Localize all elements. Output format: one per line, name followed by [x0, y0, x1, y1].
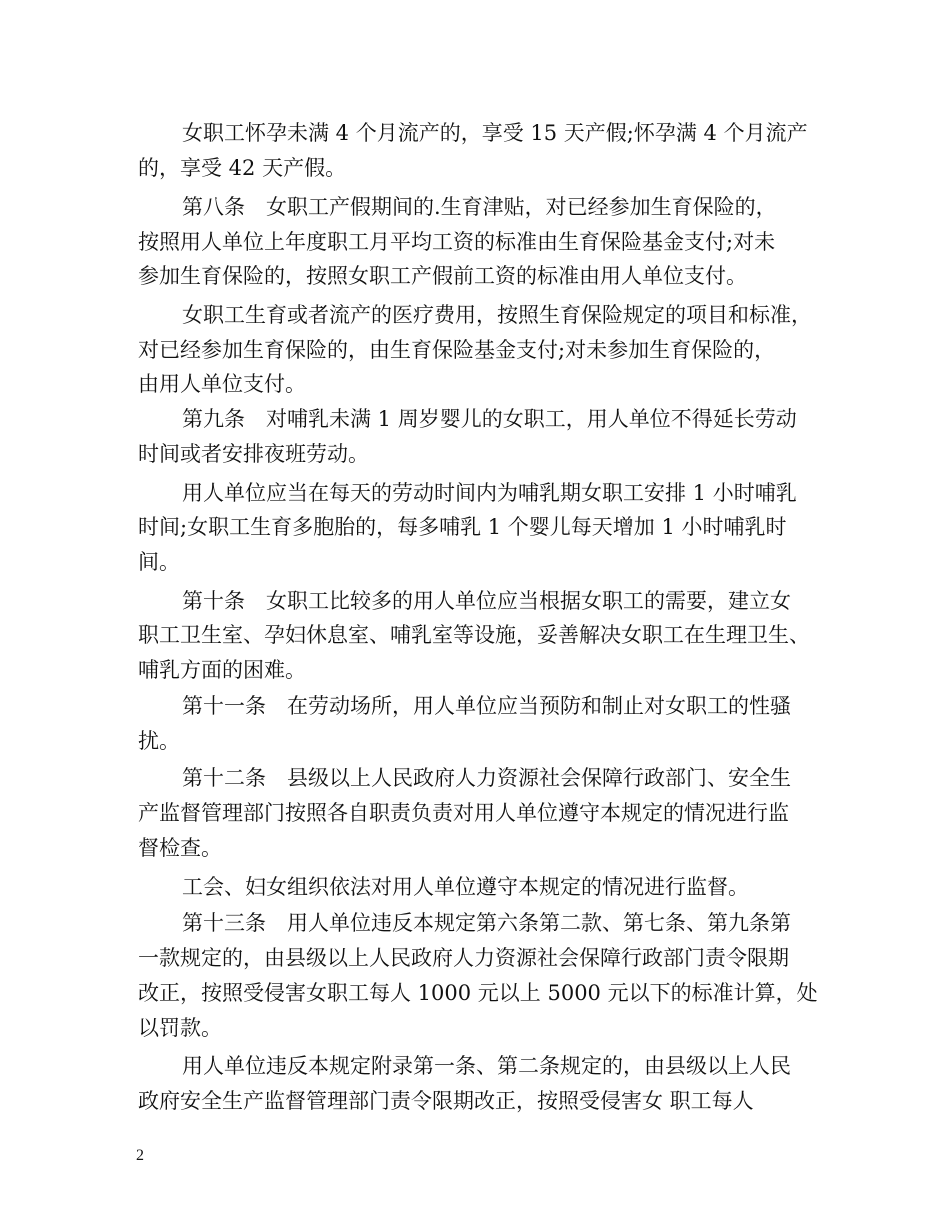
text-line: 扰。: [138, 729, 180, 753]
text-line: 产监督管理部门按照各自职责负责对用人单位遵守本规定的情况进行监: [138, 801, 789, 825]
text-line: 第八条 女职工产假期间的.生育津贴，对已经参加生育保险的，: [182, 195, 777, 219]
text-line: 第十条 女职工比较多的用人单位应当根据女职工的需要，建立女: [182, 589, 791, 613]
text-line: 职工卫生室、孕妇休息室、哺乳室等设施，妥善解决女职工在生理卫生、: [138, 623, 810, 647]
text-line: 哺乳方面的困难。: [138, 658, 306, 682]
page-number: 2: [136, 1147, 144, 1164]
text-line: 按照用人单位上年度职工月平均工资的标准由生育保险基金支付;对未: [138, 230, 776, 254]
text-line: 对已经参加生育保险的，由生育保险基金支付;对未参加生育保险的，: [138, 338, 776, 362]
text-line: 时间或者安排夜班劳动。: [138, 442, 369, 466]
text-line: 由用人单位支付。: [138, 372, 306, 396]
text-line: 第十二条 县级以上人民政府人力资源社会保障行政部门、安全生: [182, 766, 791, 790]
text-line: 女职工怀孕未满 4 个月流产的，享受 15 天产假;怀孕满 4 个月流产: [182, 121, 808, 145]
text-line: 参加生育保险的，按照女职工产假前工资的标准由用人单位支付。: [138, 264, 747, 288]
text-line: 用人单位违反本规定附录第一条、第二条规定的，由县级以上人民: [182, 1054, 791, 1078]
text-line: 女职工生育或者流产的医疗费用，按照生育保险规定的项目和标准，: [182, 303, 812, 327]
text-line: 工会、妇女组织依法对用人单位遵守本规定的情况进行监督。: [182, 875, 749, 899]
text-line: 第十一条 在劳动场所，用人单位应当预防和制止对女职工的性骚: [182, 694, 791, 718]
text-line: 改正，按照受侵害女职工每人 1000 元以上 5000 元以下的标准计算，处: [138, 981, 818, 1005]
text-line: 间。: [138, 550, 180, 574]
text-line: 督检查。: [138, 836, 222, 860]
text-line: 一款规定的，由县级以上人民政府人力资源社会保障行政部门责令限期: [138, 946, 789, 970]
text-line: 第十三条 用人单位违反本规定第六条第二款、第七条、第九条第: [182, 911, 791, 935]
text-line: 用人单位应当在每天的劳动时间内为哺乳期女职工安排 1 小时哺乳: [182, 481, 797, 505]
text-line: 的，享受 42 天产假。: [138, 156, 347, 180]
text-line: 时间;女职工生育多胞胎的，每多哺乳 1 个婴儿每天增加 1 小时哺乳时: [138, 515, 787, 539]
text-line: 以罚款。: [138, 1016, 222, 1040]
text-line: 第九条 对哺乳未满 1 周岁婴儿的女职工，用人单位不得延长劳动: [182, 407, 797, 431]
text-line: 政府安全生产监督管理部门责令限期改正，按照受侵害女 职工每人: [138, 1089, 754, 1113]
